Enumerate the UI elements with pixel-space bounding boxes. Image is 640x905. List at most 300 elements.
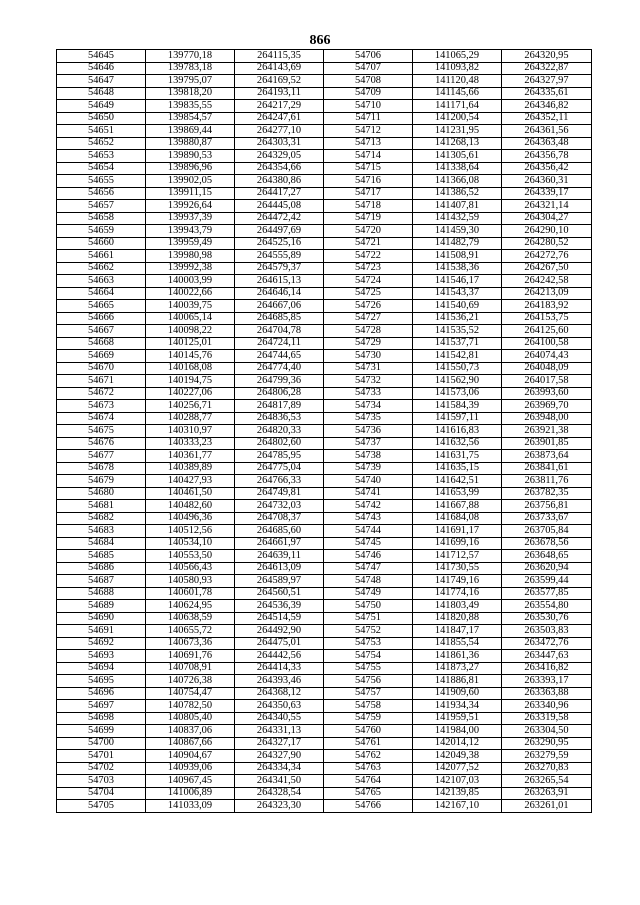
- table-row: [57, 487, 592, 500]
- table-row: [57, 50, 592, 63]
- point-number-cell: 54669: [57, 350, 146, 363]
- table-row: [57, 462, 592, 475]
- x-coordinate-cell: 141847,17: [413, 625, 502, 638]
- y-coordinate-cell: 263363,88: [502, 687, 592, 700]
- x-coordinate-cell: 140601,78: [146, 587, 235, 600]
- point-number-cell: 54732: [324, 375, 413, 388]
- point-number-cell: 54650: [57, 112, 146, 125]
- y-coordinate-cell: 264217,29: [235, 100, 324, 113]
- x-coordinate-cell: 139880,87: [146, 137, 235, 150]
- point-number-cell: 54752: [324, 625, 413, 638]
- x-coordinate-cell: 142014,12: [413, 737, 502, 750]
- point-number-cell: 54670: [57, 362, 146, 375]
- x-coordinate-cell: 141536,21: [413, 312, 502, 325]
- y-coordinate-cell: 264169,52: [235, 75, 324, 88]
- y-coordinate-cell: 264749,81: [235, 487, 324, 500]
- point-number-cell: 54733: [324, 387, 413, 400]
- x-coordinate-cell: 139890,53: [146, 150, 235, 163]
- y-coordinate-cell: 263340,96: [502, 700, 592, 713]
- y-coordinate-cell: 264442,56: [235, 650, 324, 663]
- x-coordinate-cell: 140805,40: [146, 712, 235, 725]
- y-coordinate-cell: 264802,60: [235, 437, 324, 450]
- x-coordinate-cell: 139911,15: [146, 187, 235, 200]
- y-coordinate-cell: 264639,11: [235, 550, 324, 563]
- y-coordinate-cell: 264247,61: [235, 112, 324, 125]
- x-coordinate-cell: 140168,08: [146, 362, 235, 375]
- point-number-cell: 54681: [57, 500, 146, 513]
- y-coordinate-cell: 264514,59: [235, 612, 324, 625]
- x-coordinate-cell: 140867,66: [146, 737, 235, 750]
- y-coordinate-cell: 264277,10: [235, 125, 324, 138]
- point-number-cell: 54737: [324, 437, 413, 450]
- point-number-cell: 54658: [57, 212, 146, 225]
- x-coordinate-cell: 141145,66: [413, 87, 502, 100]
- x-coordinate-cell: 141886,81: [413, 675, 502, 688]
- point-number-cell: 54686: [57, 562, 146, 575]
- point-number-cell: 54736: [324, 425, 413, 438]
- y-coordinate-cell: 263263,91: [502, 787, 592, 800]
- y-coordinate-cell: 264615,13: [235, 275, 324, 288]
- x-coordinate-cell: 141200,54: [413, 112, 502, 125]
- point-number-cell: 54765: [324, 787, 413, 800]
- x-coordinate-cell: 140039,75: [146, 300, 235, 313]
- y-coordinate-cell: 264242,58: [502, 275, 592, 288]
- x-coordinate-cell: 141667,88: [413, 500, 502, 513]
- table-row: [57, 687, 592, 700]
- x-coordinate-cell: 141538,36: [413, 262, 502, 275]
- y-coordinate-cell: 264744,65: [235, 350, 324, 363]
- y-coordinate-cell: 264153,75: [502, 312, 592, 325]
- point-number-cell: 54685: [57, 550, 146, 563]
- y-coordinate-cell: 264724,11: [235, 337, 324, 350]
- table-row: [57, 712, 592, 725]
- point-number-cell: 54647: [57, 75, 146, 88]
- x-coordinate-cell: 141653,99: [413, 487, 502, 500]
- table-row: [57, 375, 592, 388]
- y-coordinate-cell: 263577,85: [502, 587, 592, 600]
- table-row: [57, 350, 592, 363]
- x-coordinate-cell: 140638,59: [146, 612, 235, 625]
- point-number-cell: 54661: [57, 250, 146, 263]
- x-coordinate-cell: 141006,89: [146, 787, 235, 800]
- table-row: [57, 75, 592, 88]
- x-coordinate-cell: 142107,03: [413, 775, 502, 788]
- table-row: [57, 800, 592, 813]
- x-coordinate-cell: 140482,60: [146, 500, 235, 513]
- y-coordinate-cell: 264525,16: [235, 237, 324, 250]
- x-coordinate-cell: 140691,76: [146, 650, 235, 663]
- x-coordinate-cell: 141093,82: [413, 62, 502, 75]
- x-coordinate-cell: 141635,15: [413, 462, 502, 475]
- x-coordinate-cell: 140227,06: [146, 387, 235, 400]
- y-coordinate-cell: 264329,05: [235, 150, 324, 163]
- point-number-cell: 54656: [57, 187, 146, 200]
- x-coordinate-cell: 142049,38: [413, 750, 502, 763]
- y-coordinate-cell: 264555,89: [235, 250, 324, 263]
- x-coordinate-cell: 142077,52: [413, 762, 502, 775]
- y-coordinate-cell: 264340,55: [235, 712, 324, 725]
- x-coordinate-cell: 139980,98: [146, 250, 235, 263]
- table-body: [57, 50, 592, 813]
- point-number-cell: 54664: [57, 287, 146, 300]
- point-number-cell: 54721: [324, 237, 413, 250]
- point-number-cell: 54715: [324, 162, 413, 175]
- x-coordinate-cell: 140022,66: [146, 287, 235, 300]
- table-row: [57, 450, 592, 463]
- x-coordinate-cell: 140389,89: [146, 462, 235, 475]
- table-row: [57, 500, 592, 513]
- x-coordinate-cell: 141546,17: [413, 275, 502, 288]
- page-number: 866: [309, 33, 331, 48]
- y-coordinate-cell: 264193,11: [235, 87, 324, 100]
- table-row: [57, 437, 592, 450]
- x-coordinate-cell: 141597,11: [413, 412, 502, 425]
- table-row: [57, 300, 592, 313]
- point-number-cell: 54734: [324, 400, 413, 413]
- y-coordinate-cell: 263261,01: [502, 800, 592, 813]
- x-coordinate-cell: 141803,49: [413, 600, 502, 613]
- point-number-cell: 54747: [324, 562, 413, 575]
- table-row: [57, 212, 592, 225]
- x-coordinate-cell: 140361,77: [146, 450, 235, 463]
- point-number-cell: 54663: [57, 275, 146, 288]
- y-coordinate-cell: 264646,14: [235, 287, 324, 300]
- table-row: [57, 62, 592, 75]
- x-coordinate-cell: 141934,34: [413, 700, 502, 713]
- x-coordinate-cell: 141632,56: [413, 437, 502, 450]
- point-number-cell: 54653: [57, 150, 146, 163]
- x-coordinate-cell: 140065,14: [146, 312, 235, 325]
- point-number-cell: 54723: [324, 262, 413, 275]
- y-coordinate-cell: 264417,27: [235, 187, 324, 200]
- x-coordinate-cell: 141749,16: [413, 575, 502, 588]
- point-number-cell: 54659: [57, 225, 146, 238]
- point-number-cell: 54714: [324, 150, 413, 163]
- point-number-cell: 54676: [57, 437, 146, 450]
- x-coordinate-cell: 141432,59: [413, 212, 502, 225]
- table-row: [57, 287, 592, 300]
- y-coordinate-cell: 264589,97: [235, 575, 324, 588]
- point-number-cell: 54654: [57, 162, 146, 175]
- y-coordinate-cell: 264048,09: [502, 362, 592, 375]
- y-coordinate-cell: 264341,50: [235, 775, 324, 788]
- x-coordinate-cell: 140939,06: [146, 762, 235, 775]
- y-coordinate-cell: 263901,85: [502, 437, 592, 450]
- point-number-cell: 54649: [57, 100, 146, 113]
- point-number-cell: 54666: [57, 312, 146, 325]
- y-coordinate-cell: 264475,01: [235, 637, 324, 650]
- point-number-cell: 54750: [324, 600, 413, 613]
- point-number-cell: 54713: [324, 137, 413, 150]
- table-row: [57, 537, 592, 550]
- point-number-cell: 54675: [57, 425, 146, 438]
- table-row: [57, 525, 592, 538]
- coordinates-table: [56, 49, 592, 813]
- table-row: [57, 325, 592, 338]
- table-row: [57, 475, 592, 488]
- x-coordinate-cell: 140145,76: [146, 350, 235, 363]
- y-coordinate-cell: 264017,58: [502, 375, 592, 388]
- y-coordinate-cell: 264100,58: [502, 337, 592, 350]
- x-coordinate-cell: 142167,10: [413, 800, 502, 813]
- table-row: [57, 550, 592, 563]
- x-coordinate-cell: 139783,18: [146, 62, 235, 75]
- point-number-cell: 54748: [324, 575, 413, 588]
- x-coordinate-cell: 141508,91: [413, 250, 502, 263]
- y-coordinate-cell: 264321,14: [502, 200, 592, 213]
- point-number-cell: 54688: [57, 587, 146, 600]
- y-coordinate-cell: 264327,97: [502, 75, 592, 88]
- y-coordinate-cell: 264331,13: [235, 725, 324, 738]
- point-number-cell: 54746: [324, 550, 413, 563]
- point-number-cell: 54693: [57, 650, 146, 663]
- table-row: [57, 400, 592, 413]
- table-row: [57, 162, 592, 175]
- x-coordinate-cell: 140673,36: [146, 637, 235, 650]
- x-coordinate-cell: 140566,43: [146, 562, 235, 575]
- y-coordinate-cell: 263841,61: [502, 462, 592, 475]
- x-coordinate-cell: 140288,77: [146, 412, 235, 425]
- y-coordinate-cell: 263873,64: [502, 450, 592, 463]
- table-row: [57, 750, 592, 763]
- x-coordinate-cell: 141231,95: [413, 125, 502, 138]
- y-coordinate-cell: 264074,43: [502, 350, 592, 363]
- point-number-cell: 54716: [324, 175, 413, 188]
- x-coordinate-cell: 140837,06: [146, 725, 235, 738]
- y-coordinate-cell: 264661,97: [235, 537, 324, 550]
- x-coordinate-cell: 141268,13: [413, 137, 502, 150]
- x-coordinate-cell: 140904,67: [146, 750, 235, 763]
- x-coordinate-cell: 141730,55: [413, 562, 502, 575]
- point-number-cell: 54754: [324, 650, 413, 663]
- point-number-cell: 54704: [57, 787, 146, 800]
- x-coordinate-cell: 140782,50: [146, 700, 235, 713]
- table-row: [57, 737, 592, 750]
- y-coordinate-cell: 263921,38: [502, 425, 592, 438]
- y-coordinate-cell: 264380,86: [235, 175, 324, 188]
- x-coordinate-cell: 141482,79: [413, 237, 502, 250]
- x-coordinate-cell: 140194,75: [146, 375, 235, 388]
- y-coordinate-cell: 263733,67: [502, 512, 592, 525]
- point-number-cell: 54645: [57, 50, 146, 63]
- y-coordinate-cell: 264732,03: [235, 500, 324, 513]
- y-coordinate-cell: 263319,58: [502, 712, 592, 725]
- y-coordinate-cell: 264799,36: [235, 375, 324, 388]
- table-row: [57, 387, 592, 400]
- y-coordinate-cell: 264708,37: [235, 512, 324, 525]
- x-coordinate-cell: 139854,57: [146, 112, 235, 125]
- point-number-cell: 54758: [324, 700, 413, 713]
- x-coordinate-cell: 141537,71: [413, 337, 502, 350]
- point-number-cell: 54731: [324, 362, 413, 375]
- y-coordinate-cell: 263756,81: [502, 500, 592, 513]
- x-coordinate-cell: 141873,27: [413, 662, 502, 675]
- point-number-cell: 54707: [324, 62, 413, 75]
- point-number-cell: 54710: [324, 100, 413, 113]
- y-coordinate-cell: 264685,85: [235, 312, 324, 325]
- point-number-cell: 54687: [57, 575, 146, 588]
- y-coordinate-cell: 264775,04: [235, 462, 324, 475]
- point-number-cell: 54740: [324, 475, 413, 488]
- point-number-cell: 54709: [324, 87, 413, 100]
- x-coordinate-cell: 140333,23: [146, 437, 235, 450]
- y-coordinate-cell: 263554,80: [502, 600, 592, 613]
- x-coordinate-cell: 141338,64: [413, 162, 502, 175]
- x-coordinate-cell: 140461,50: [146, 487, 235, 500]
- y-coordinate-cell: 263304,50: [502, 725, 592, 738]
- y-coordinate-cell: 263393,17: [502, 675, 592, 688]
- x-coordinate-cell: 139795,07: [146, 75, 235, 88]
- point-number-cell: 54682: [57, 512, 146, 525]
- table-row: [57, 700, 592, 713]
- x-coordinate-cell: 141855,54: [413, 637, 502, 650]
- y-coordinate-cell: 264354,66: [235, 162, 324, 175]
- y-coordinate-cell: 264393,46: [235, 675, 324, 688]
- table-row: [57, 137, 592, 150]
- y-coordinate-cell: 263290,95: [502, 737, 592, 750]
- x-coordinate-cell: 140125,01: [146, 337, 235, 350]
- point-number-cell: 54678: [57, 462, 146, 475]
- point-number-cell: 54755: [324, 662, 413, 675]
- y-coordinate-cell: 264280,52: [502, 237, 592, 250]
- y-coordinate-cell: 263705,84: [502, 525, 592, 538]
- table-row: [57, 575, 592, 588]
- y-coordinate-cell: 264579,37: [235, 262, 324, 275]
- x-coordinate-cell: 141540,69: [413, 300, 502, 313]
- x-coordinate-cell: 141065,29: [413, 50, 502, 63]
- point-number-cell: 54657: [57, 200, 146, 213]
- table-row: [57, 562, 592, 575]
- y-coordinate-cell: 264536,39: [235, 600, 324, 613]
- y-coordinate-cell: 264213,09: [502, 287, 592, 300]
- y-coordinate-cell: 264346,82: [502, 100, 592, 113]
- y-coordinate-cell: 264817,89: [235, 400, 324, 413]
- y-coordinate-cell: 264414,33: [235, 662, 324, 675]
- table-row: [57, 625, 592, 638]
- x-coordinate-cell: 139869,44: [146, 125, 235, 138]
- y-coordinate-cell: 264303,31: [235, 137, 324, 150]
- point-number-cell: 54757: [324, 687, 413, 700]
- table-row: [57, 600, 592, 613]
- point-number-cell: 54683: [57, 525, 146, 538]
- y-coordinate-cell: 263993,60: [502, 387, 592, 400]
- x-coordinate-cell: 141573,06: [413, 387, 502, 400]
- x-coordinate-cell: 140553,50: [146, 550, 235, 563]
- point-number-cell: 54719: [324, 212, 413, 225]
- x-coordinate-cell: 141712,57: [413, 550, 502, 563]
- x-coordinate-cell: 139818,20: [146, 87, 235, 100]
- y-coordinate-cell: 263969,70: [502, 400, 592, 413]
- x-coordinate-cell: 140967,45: [146, 775, 235, 788]
- point-number-cell: 54671: [57, 375, 146, 388]
- x-coordinate-cell: 139943,79: [146, 225, 235, 238]
- point-number-cell: 54759: [324, 712, 413, 725]
- y-coordinate-cell: 264334,34: [235, 762, 324, 775]
- y-coordinate-cell: 264361,56: [502, 125, 592, 138]
- y-coordinate-cell: 264560,51: [235, 587, 324, 600]
- y-coordinate-cell: 263265,54: [502, 775, 592, 788]
- x-coordinate-cell: 140726,38: [146, 675, 235, 688]
- x-coordinate-cell: 141642,51: [413, 475, 502, 488]
- x-coordinate-cell: 141691,17: [413, 525, 502, 538]
- x-coordinate-cell: 139926,64: [146, 200, 235, 213]
- x-coordinate-cell: 141407,81: [413, 200, 502, 213]
- point-number-cell: 54660: [57, 237, 146, 250]
- x-coordinate-cell: 140256,71: [146, 400, 235, 413]
- y-coordinate-cell: 264766,33: [235, 475, 324, 488]
- y-coordinate-cell: 263678,56: [502, 537, 592, 550]
- point-number-cell: 54730: [324, 350, 413, 363]
- x-coordinate-cell: 141774,16: [413, 587, 502, 600]
- table-row: [57, 587, 592, 600]
- y-coordinate-cell: 264497,69: [235, 225, 324, 238]
- point-number-cell: 54764: [324, 775, 413, 788]
- point-number-cell: 54651: [57, 125, 146, 138]
- y-coordinate-cell: 264125,60: [502, 325, 592, 338]
- x-coordinate-cell: 141386,52: [413, 187, 502, 200]
- point-number-cell: 54698: [57, 712, 146, 725]
- y-coordinate-cell: 263416,82: [502, 662, 592, 675]
- point-number-cell: 54692: [57, 637, 146, 650]
- x-coordinate-cell: 141305,61: [413, 150, 502, 163]
- y-coordinate-cell: 263472,76: [502, 637, 592, 650]
- y-coordinate-cell: 264328,54: [235, 787, 324, 800]
- point-number-cell: 54690: [57, 612, 146, 625]
- point-number-cell: 54655: [57, 175, 146, 188]
- table-row: [57, 275, 592, 288]
- point-number-cell: 54753: [324, 637, 413, 650]
- point-number-cell: 54697: [57, 700, 146, 713]
- y-coordinate-cell: 264320,95: [502, 50, 592, 63]
- y-coordinate-cell: 264667,06: [235, 300, 324, 313]
- x-coordinate-cell: 139959,49: [146, 237, 235, 250]
- point-number-cell: 54700: [57, 737, 146, 750]
- point-number-cell: 54763: [324, 762, 413, 775]
- point-number-cell: 54696: [57, 687, 146, 700]
- y-coordinate-cell: 264360,31: [502, 175, 592, 188]
- y-coordinate-cell: 263648,65: [502, 550, 592, 563]
- point-number-cell: 54652: [57, 137, 146, 150]
- point-number-cell: 54722: [324, 250, 413, 263]
- y-coordinate-cell: 264352,11: [502, 112, 592, 125]
- x-coordinate-cell: 140003,99: [146, 275, 235, 288]
- table-row: [57, 225, 592, 238]
- table-row: [57, 150, 592, 163]
- point-number-cell: 54701: [57, 750, 146, 763]
- y-coordinate-cell: 264272,76: [502, 250, 592, 263]
- x-coordinate-cell: 141033,09: [146, 800, 235, 813]
- y-coordinate-cell: 264350,63: [235, 700, 324, 713]
- y-coordinate-cell: 263948,00: [502, 412, 592, 425]
- y-coordinate-cell: 264304,27: [502, 212, 592, 225]
- point-number-cell: 54726: [324, 300, 413, 313]
- point-number-cell: 54712: [324, 125, 413, 138]
- point-number-cell: 54702: [57, 762, 146, 775]
- point-number-cell: 54708: [324, 75, 413, 88]
- x-coordinate-cell: 140496,36: [146, 512, 235, 525]
- x-coordinate-cell: 141684,08: [413, 512, 502, 525]
- x-coordinate-cell: 141909,60: [413, 687, 502, 700]
- point-number-cell: 54703: [57, 775, 146, 788]
- point-number-cell: 54667: [57, 325, 146, 338]
- point-number-cell: 54727: [324, 312, 413, 325]
- point-number-cell: 54745: [324, 537, 413, 550]
- point-number-cell: 54749: [324, 587, 413, 600]
- y-coordinate-cell: 264356,42: [502, 162, 592, 175]
- y-coordinate-cell: 264785,95: [235, 450, 324, 463]
- y-coordinate-cell: 264339,17: [502, 187, 592, 200]
- y-coordinate-cell: 263811,76: [502, 475, 592, 488]
